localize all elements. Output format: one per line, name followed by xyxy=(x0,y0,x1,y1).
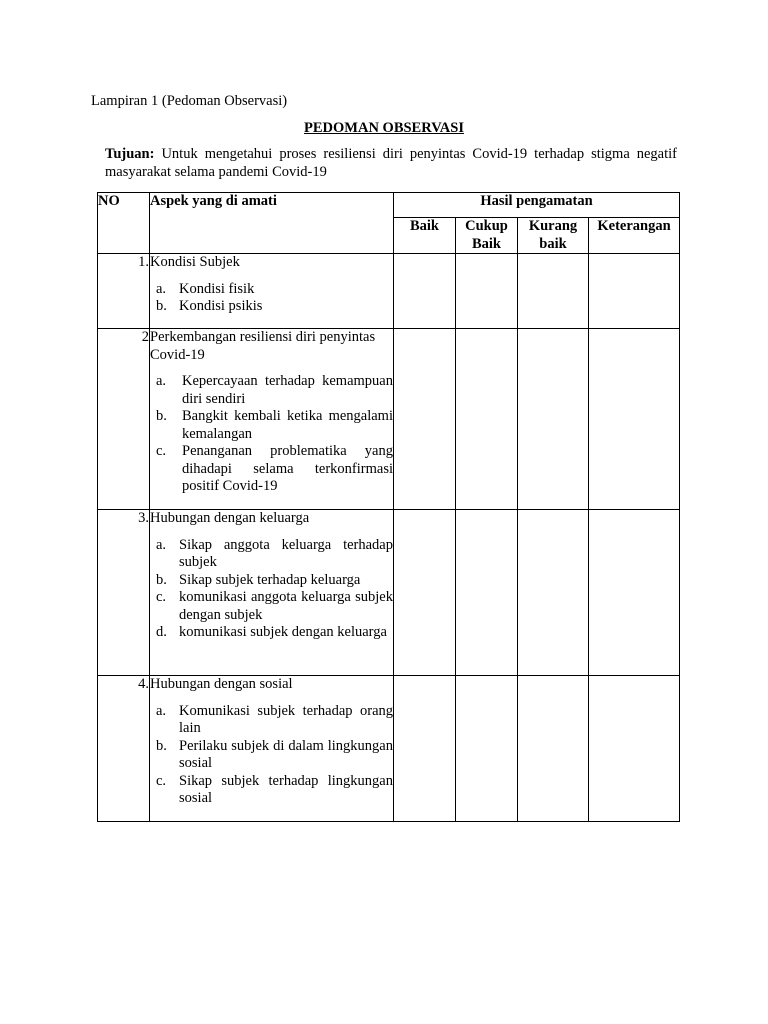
list-item-text: Kepercayaan terhadap kemampuan diri sendiri xyxy=(182,373,393,407)
list-item-text: Kondisi psikis xyxy=(179,298,263,314)
table-row xyxy=(98,254,680,329)
list-item xyxy=(150,373,393,408)
row-number: 1. xyxy=(98,254,150,329)
aspect-title: Kondisi Subjek xyxy=(150,254,240,270)
cell-cukup-baik xyxy=(456,329,518,510)
table-row xyxy=(98,676,680,822)
aspect-items xyxy=(150,281,393,316)
list-item-text: komunikasi anggota keluarga subjek dengan subjek xyxy=(179,589,393,623)
list-item-text: Sikap subjek terhadap lingkungan sosial xyxy=(179,772,393,806)
cell-baik xyxy=(394,254,456,329)
header-cukup-baik-label: Cukup Baik xyxy=(465,218,508,252)
row-number: 4. xyxy=(98,676,150,822)
list-item xyxy=(150,773,393,808)
list-item-text: komunikasi subjek dengan keluarga xyxy=(179,624,387,640)
row-number: 2 xyxy=(98,329,150,510)
list-marker: c. xyxy=(156,443,167,459)
cell-baik xyxy=(394,510,456,676)
list-marker: c. xyxy=(156,772,167,789)
cell-cukup-baik xyxy=(456,676,518,822)
list-item xyxy=(150,589,393,624)
aspect-items xyxy=(150,373,393,496)
list-marker: a. xyxy=(156,536,167,553)
document-caption: Lampiran 1 (Pedoman Observasi) xyxy=(91,93,288,109)
cell-keterangan xyxy=(589,254,680,329)
cell-baik xyxy=(394,329,456,510)
purpose-statement xyxy=(105,146,677,181)
list-marker: b. xyxy=(156,737,167,754)
cell-keterangan xyxy=(589,676,680,822)
purpose-text: Untuk mengetahui proses resiliensi diri penyintas Covid-19 terhadap stigma negatif masyarakat selama pandemi Covid-19 xyxy=(105,146,677,180)
header-cukup-baik xyxy=(456,218,518,254)
purpose-label: Tujuan: xyxy=(105,146,155,162)
aspect-cell xyxy=(150,510,394,676)
document-title: PEDOMAN OBSERVASI xyxy=(304,120,464,136)
aspect-cell xyxy=(150,254,394,329)
table-row xyxy=(98,510,680,676)
header-kurang-baik-label: Kurang baik xyxy=(528,218,578,252)
aspect-title: Hubungan dengan keluarga xyxy=(150,510,310,526)
list-item xyxy=(150,281,393,299)
list-item-text: Sikap subjek terhadap keluarga xyxy=(179,571,361,588)
aspect-cell xyxy=(150,676,394,822)
list-item xyxy=(150,537,393,572)
cell-kurang-baik xyxy=(518,510,589,676)
list-marker: a. xyxy=(156,373,167,389)
list-item-text: Penanganan problematika yang dihadapi selama terkonfirmasi positif Covid-19 xyxy=(182,443,393,494)
list-item-text: Kondisi fisik xyxy=(179,280,255,297)
list-marker: a. xyxy=(156,702,167,719)
cell-kurang-baik xyxy=(518,254,589,329)
cell-keterangan xyxy=(589,329,680,510)
aspect-cell xyxy=(150,329,394,510)
list-marker: c. xyxy=(156,589,167,605)
list-marker: b. xyxy=(156,298,167,314)
table-row xyxy=(98,329,680,510)
list-marker: d. xyxy=(156,624,167,640)
header-keterangan: Keterangan xyxy=(589,218,680,254)
list-item xyxy=(150,298,393,316)
list-marker: a. xyxy=(156,280,167,297)
header-no: NO xyxy=(98,193,150,254)
list-item xyxy=(150,703,393,738)
cell-cukup-baik xyxy=(456,510,518,676)
header-hasil-pengamatan: Hasil pengamatan xyxy=(394,193,680,218)
header-aspek: Aspek yang di amati xyxy=(150,193,394,254)
header-row xyxy=(98,193,680,218)
aspect-title: Hubungan dengan sosial xyxy=(150,676,293,692)
cell-cukup-baik xyxy=(456,254,518,329)
row-number: 3. xyxy=(98,510,150,676)
aspect-title: Perkembangan resiliensi diri penyintas Covid-19 xyxy=(150,329,376,363)
list-item xyxy=(150,443,393,496)
list-item-text: Komunikasi subjek terhadap orang lain xyxy=(179,702,393,736)
cell-kurang-baik xyxy=(518,329,589,510)
cell-keterangan xyxy=(589,510,680,676)
list-marker: b. xyxy=(156,408,167,424)
list-item-text: Perilaku subjek di dalam lingkungan sosial xyxy=(179,737,393,771)
aspect-items xyxy=(150,537,393,642)
cell-kurang-baik xyxy=(518,676,589,822)
observation-table xyxy=(97,192,680,822)
cell-baik xyxy=(394,676,456,822)
list-item xyxy=(150,572,393,590)
list-item-text: Sikap anggota keluarga terhadap subjek xyxy=(179,536,393,570)
list-item xyxy=(150,408,393,443)
header-kurang-baik xyxy=(518,218,589,254)
header-baik: Baik xyxy=(394,218,456,254)
list-item-text: Bangkit kembali ketika mengalami kemalangan xyxy=(182,408,393,442)
list-marker: b. xyxy=(156,571,167,588)
list-item xyxy=(150,624,393,642)
list-item xyxy=(150,738,393,773)
aspect-items xyxy=(150,703,393,808)
